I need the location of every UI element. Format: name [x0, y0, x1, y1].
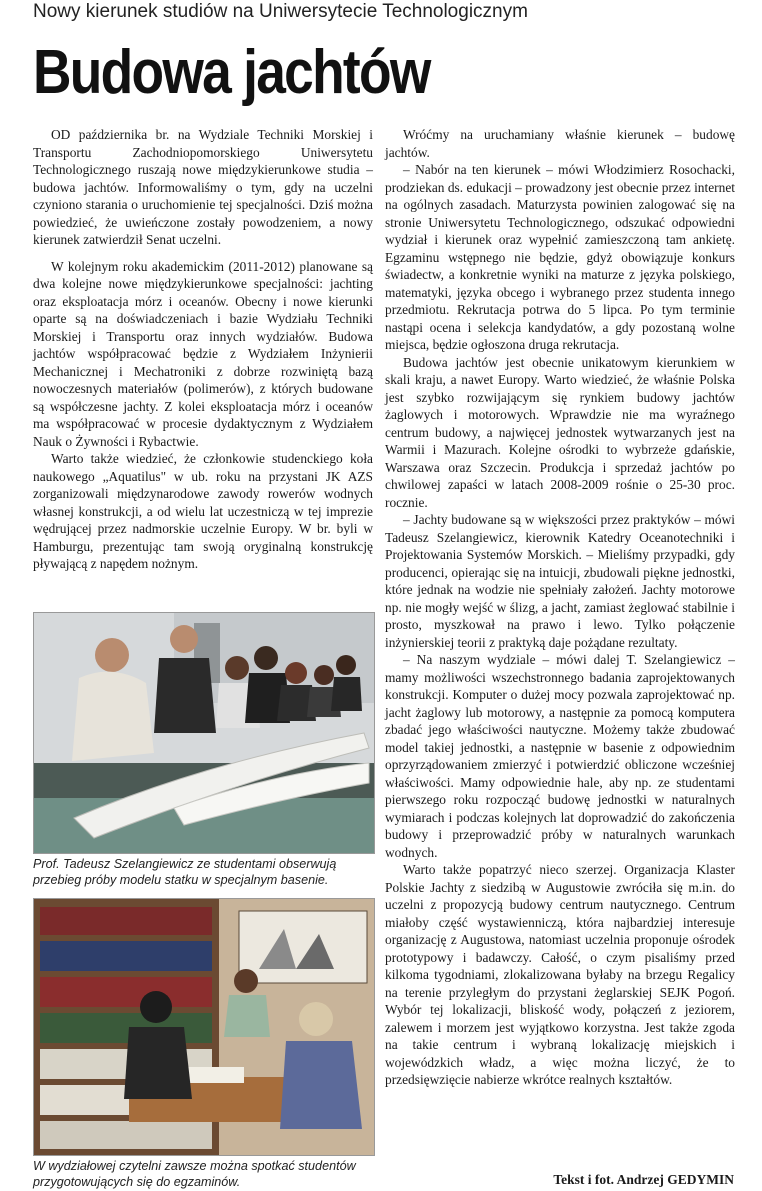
photo-caption: Prof. Tadeusz Szelangiewicz ze studentami obserwują przebieg próby modelu statku w specjalnym basenie.: [33, 857, 337, 887]
right-column: [385, 126, 735, 1089]
article-kicker: Nowy kierunek studiów na Uniwersytecie Technologicznym: [33, 1, 528, 22]
photo-caption: W wydziałowej czytelni zawsze można spotkać studentów przygotowujących się do egzaminów.: [33, 1159, 356, 1189]
paragraph: – Na naszym wydziale – mówi dalej T. Szelangiewicz – mamy możliwości wszechstronnego badania zaprojektowanych konstrukcji. Komputer o dużej mocy pozwala zaprojektować np. jacht żaglowy lub motorowy, a następnie za pomocą komputera zbadać jego właściwości nautyczne. Możemy także zbudować model takiej jednostki, a następnie w basenie z odpowiednim oprzyrządowaniem zmierzyć i potwierdzić obliczone wcześniej właściwości. Mamy odpowiednie hale, aby np. ze studentami pierwszego roku rozpocząć budowę jednostki w naturalnych wymiarach i podczas kolejnych lat doprowadzić do zakończenia budowy i przeprowadzić próby w naturalnych warunkach wodnych.: [385, 652, 735, 860]
article-headline: Budowa jachtów: [33, 38, 430, 107]
paragraph: – Jachty budowane są w większości przez praktyków – mówi Tadeusz Szelangiewicz, kierownik Katedry Oceanotechniki i Projektowania Systemów Morskich. – Mieliśmy przypadki, gdy producenci, opierając się na intuicji, zbudowali piękne jednostki, które jednak na wodzie nie spełniały założeń. Jachty motorowe np. nie mogły wejść w ślizg, a jacht, zamiast żeglować stabilnie i prosto, myszkował na prawo i lewo. Tylko połączenie inżynierskiej teorii z praktyką daje pożądane rezultaty.: [385, 512, 735, 650]
paragraph: Wróćmy na uruchamiany właśnie kierunek – budowę jachtów.: [385, 127, 735, 160]
paragraph: OD października br. na Wydziale Techniki Morskiej i Transportu Zachodniopomorskiego Uniwersytetu Technologicznego ruszają nowe międzykierunkowe studia – budowa jachtów. Informowaliśmy o tym, gdy na uczelni czyniono starania o uruchomienie tej specjalności. Dziś można powiedzieć, że uwieńczone zostały powodzeniem, a nowy kierunek zatwierdził Senat uczelni.: [33, 127, 373, 247]
photo-model-test-basin: [33, 612, 375, 854]
paragraph: Warto także wiedzieć, że członkowie studenckiego koła naukowego „Aquatilus" w ub. roku na przystani JK AZS zorganizowali międzynarodowe zawody rowerów wodnych własnej konstrukcji, a od wielu lat uczestniczą w tej imprezie wędrującej przez nadmorskie uczelnie Europy. W br. byli w Hamburgu, prezentując tam swoją oryginalną konstrukcję pływającą z napędem nożnym.: [33, 451, 373, 571]
paragraph: Warto także popatrzyć nieco szerzej. Organizacja Klaster Polskie Jachty z siedzibą w Augustowie zwróciła się m.in. do uczelni z propozycją budowy centrum nautycznego. Centrum miałoby część wystawienniczą, która najbardziej interesuje organizację z Augustowa, natomiast uczelnia proponuje ośrodek prototypowy i badawczy. Całość, o czym pisaliśmy przed kilkoma tygodniami, zlokalizowana byłaby na brzegu Regalicy na terenie przyległym do przystani żeglarskiej SEJK Pogoń. Wybór tej lokalizacji, bliskość wody, połączeń z jeziorem, zalewem i morzem jest wyjątkowo korzystna. Jest także zgoda na takie centrum i wybraną lokalizację miejskich i wojewódzkich władz, a więc można liczyć, że to przedsięwzięcie nabierze wkrótce realnych kształtów.: [385, 862, 735, 1087]
paragraph: Budowa jachtów jest obecnie unikatowym kierunkiem w skali kraju, a nawet Europy. Warto wiedzieć, że właśnie Polska jest szybko rozwijającym się rynkiem budowy jachtów żaglowych i motorowych. Wprawdzie nie ma wyraźnego centrum budowy, a najwięcej jednostek wytwarzanych jest na Warmii i Mazurach. Kolejne ośrodki to wybrzeże gdańskie, Warszawa oraz Szczecin. Produkcja i sprzedaż jachtów po chwilowej zapaści w latach 2008-2009 rośnie o 25-30 proc. rocznie.: [385, 354, 735, 510]
left-column: [33, 126, 373, 573]
article-byline: Tekst i fot. Andrzej GEDYMIN: [553, 1172, 734, 1187]
paragraph: – Nabór na ten kierunek – mówi Włodzimierz Rosochacki, prodziekan ds. edukacji – prowadzony jest obecnie przez internet na ogólnych zasadach. Maturzysta powinien zalogować się na stronie Uniwersytetu Technologicznego, odszukać odpowiedni wydział i kierunek oraz wypełnić zamieszczoną tam ankietę. Egzaminu wstępnego nie będzie, gdyż obowiązuje konkurs świadectw, a konkretnie wyniki na maturze z języka polskiego, matematyki, języka obcego i wybranego przez studenta innego przedmiotu. Rekrutacja potrwa do 5 lipca. Po tym terminie nastąpi ocena i selekcja kandydatów, a gdy pozostaną wolne miejsca, będzie ogłoszona druga rekrutacja.: [385, 162, 735, 352]
photo-reading-room: [33, 898, 375, 1156]
paragraph: W kolejnym roku akademickim (2011-2012) planowane są dwa kolejne nowe międzykierunkowe specjalności: jachting oraz eksploatacja mórz i oceanów. Obecny i nowe kierunki oparte są na doświadczeniach i bazie Wydziału Techniki Morskiej i Transportu oraz innych wydziałów. Budowa jachtów współpracować będzie z Wydziałem Inżynierii Mechanicznej i Mechatroniki z dobrze rozwiniętą bazą nowoczesnych materiałów (polimerów), z których budowane są współczesne jachty. Z kolei eksploatacja mórz i oceanów ma współpracować w procesie dydaktycznym z Wydziałem Nauk o Żywności i Rybactwie.: [33, 258, 373, 449]
